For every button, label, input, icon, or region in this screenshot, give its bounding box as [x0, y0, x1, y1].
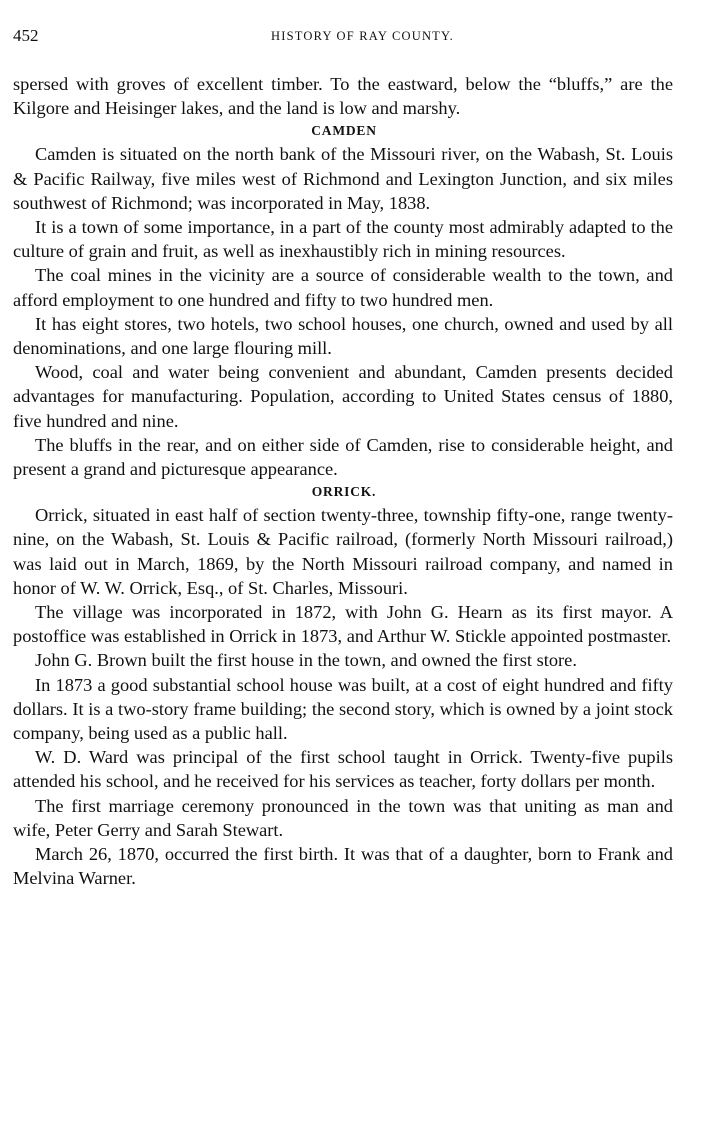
paragraph: The first marriage ceremony pronounced in the town was that uniting as man and wife, Peter Gerry and Sarah Stewart. [13, 795, 673, 840]
paragraph: Camden is situated on the north bank of the Missouri river, on the Wabash, St. Louis & Pacific Railway, five miles west of Richmond and Lexington Junction, and six miles southwest of Richmond; was incorporated in May, 1838. [13, 144, 673, 213]
body-text [13, 72, 673, 891]
running-head [13, 26, 672, 48]
page-number: 452 [13, 26, 39, 45]
paragraph: The coal mines in the vicinity are a source of considerable wealth to the town, and afford employment to one hundred and fifty to two hundred men. [13, 265, 673, 310]
paragraph: W. D. Ward was principal of the first school taught in Orrick. Twenty-five pupils attended his school, and he received for his services as teacher, forty dollars per month. [13, 747, 673, 792]
paragraph: The bluffs in the rear, and on either side of Camden, rise to considerable height, and present a grand and picturesque appearance. [13, 434, 673, 480]
opening-paragraph: spersed with groves of excellent timber. To the eastward, below the “bluffs,” are the Kilgore and Heisinger lakes, and the land is low and marshy. [13, 74, 673, 119]
running-title: HISTORY OF RAY COUNTY. [271, 29, 454, 43]
paragraph: It is a town of some importance, in a part of the county most admirably adapted to the culture of grain and fruit, as well as inexhaustibly rich in mining resources. [13, 217, 673, 262]
paragraph: Orrick, situated in east half of section twenty-three, township fifty-one, range twenty-nine, on the Wabash, St. Louis & Pacific railroad, (formerly North Missouri railroad,) was laid out in March, 1869, by the North Missouri railroad company, and named in honor of W. W. Orrick, Esq., of St. Charles, Missouri. [13, 505, 673, 598]
paragraph: In 1873 a good substantial school house was built, at a cost of eight hundred and fifty dollars. It is a two-story frame building; the second story, which is owned by a joint stock company, being used as a public hall. [13, 674, 673, 744]
paragraph: Wood, coal and water being convenient and abundant, Camden presents decided advantages for manufacturing. Population, according to United States census of 1880, five hundred and nine. [13, 362, 673, 431]
paragraph: John G. Brown built the first house in the town, and owned the first store. [35, 650, 577, 671]
paragraph: March 26, 1870, occurred the first birth. It was that of a daughter, born to Frank and Melvina Warner. [13, 844, 673, 889]
paragraph: It has eight stores, two hotels, two school houses, one church, owned and used by all denominations, and one large flouring mill. [13, 313, 673, 359]
paragraph: The village was incorporated in 1872, with John G. Hearn as its first mayor. A postoffice was established in Orrick in 1873, and Arthur W. Stickle appointed postmaster. [13, 602, 673, 647]
section-heading-camden: CAMDEN [311, 123, 377, 139]
section-heading-orrick: ORRICK. [311, 484, 377, 500]
